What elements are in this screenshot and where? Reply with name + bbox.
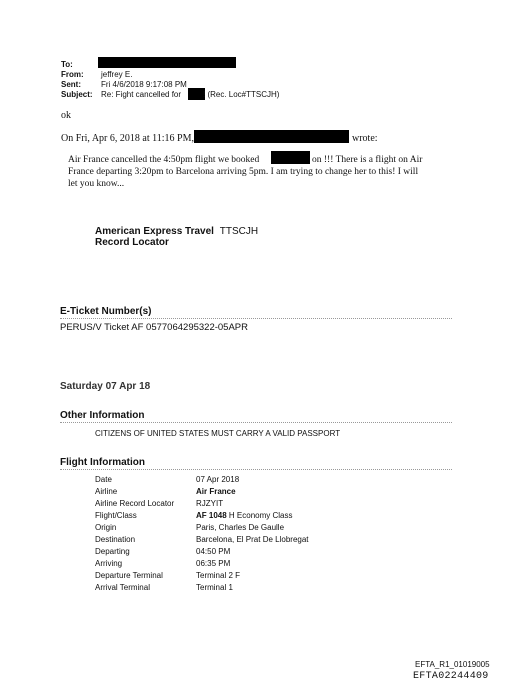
flight-row-value: Terminal 1 bbox=[196, 583, 233, 592]
reply-text: ok bbox=[61, 110, 71, 121]
sent-value: Fri 4/6/2018 9:17:08 PM bbox=[101, 80, 187, 89]
eticket-divider bbox=[60, 318, 452, 319]
redaction-quote-sender bbox=[194, 130, 349, 143]
flight-row-label: Arriving bbox=[95, 559, 123, 568]
amex-agency: American Express Travel bbox=[95, 226, 214, 237]
amex-record-code: TTSCJH bbox=[219, 226, 259, 237]
flight-row-value: Paris, Charles De Gaulle bbox=[196, 523, 285, 532]
amex-line-2: Record Locator bbox=[95, 237, 169, 248]
from-value: jeffrey E. bbox=[101, 70, 133, 79]
flight-row-value: Terminal 2 F bbox=[196, 571, 241, 580]
flight-row-label: Departure Terminal bbox=[95, 571, 163, 580]
flight-row-value: 04:50 PM bbox=[196, 547, 231, 556]
subject-suffix: ! (Rec. Loc#TTSCJH) bbox=[203, 90, 280, 99]
flight-row-label: Destination bbox=[95, 535, 136, 544]
other-info-divider bbox=[60, 422, 452, 423]
flight-row-value bbox=[196, 511, 293, 520]
eticket-value: PERUS/V Ticket AF 0577064295322-05APR bbox=[60, 322, 249, 333]
flight-row-label: Arrival Terminal bbox=[95, 583, 150, 592]
footer-ref-1: EFTA_R1_01019005 bbox=[415, 660, 490, 669]
redaction-to bbox=[98, 57, 236, 68]
quote-line-2: France departing 3:20pm to Barcelona arriving 5pm. I am trying to change her to this! I will bbox=[68, 167, 419, 177]
eticket-title: E-Ticket Number(s) bbox=[60, 306, 152, 317]
from-label: From: bbox=[61, 70, 84, 79]
redaction-quote-name bbox=[271, 151, 310, 164]
other-info-text: CITIZENS OF UNITED STATES MUST CARRY A VALID PASSPORT bbox=[95, 429, 341, 438]
flight-row-label: Date bbox=[95, 475, 112, 484]
quote-line-3: let you know... bbox=[68, 179, 125, 189]
quote-line-1-suffix: on !!! There is a flight on Air bbox=[312, 155, 423, 165]
quote-intro-suffix: wrote: bbox=[352, 133, 378, 144]
flight-row-label: Airline bbox=[95, 487, 118, 496]
flight-row-label: Origin bbox=[95, 523, 117, 532]
flight-row-value: Barcelona, El Prat De Llobregat bbox=[196, 535, 309, 544]
quote-intro-prefix: On Fri, Apr 6, 2018 at 11:16 PM, bbox=[61, 133, 194, 144]
subject-label: Subject: bbox=[61, 90, 93, 99]
flight-class: H Economy Class bbox=[228, 511, 293, 520]
flight-info-title: Flight Information bbox=[60, 457, 145, 468]
to-label: To: bbox=[61, 60, 73, 69]
other-info-title: Other Information bbox=[60, 410, 145, 421]
flight-row-value: 07 Apr 2018 bbox=[196, 475, 240, 484]
flight-row-label: Airline Record Locator bbox=[95, 499, 175, 508]
sent-label: Sent: bbox=[61, 80, 81, 89]
flight-row-label: Departing bbox=[95, 547, 130, 556]
flight-number: AF 1048 bbox=[196, 511, 227, 520]
footer-ref-2: EFTA02244409 bbox=[413, 671, 489, 682]
flight-row-value: 06:35 PM bbox=[196, 559, 231, 568]
flight-info-divider bbox=[60, 469, 452, 470]
amex-line-1 bbox=[95, 226, 258, 237]
flight-row-value: Air France bbox=[196, 487, 236, 496]
flight-row-label: Flight/Class bbox=[95, 511, 137, 520]
flight-row-value: RJZYIT bbox=[196, 499, 224, 508]
itinerary-date: Saturday 07 Apr 18 bbox=[60, 381, 151, 392]
subject-prefix: Re: Fight cancelled for bbox=[101, 90, 182, 99]
quote-line-1-prefix: Air France cancelled the 4:50pm flight we booked bbox=[68, 155, 260, 165]
